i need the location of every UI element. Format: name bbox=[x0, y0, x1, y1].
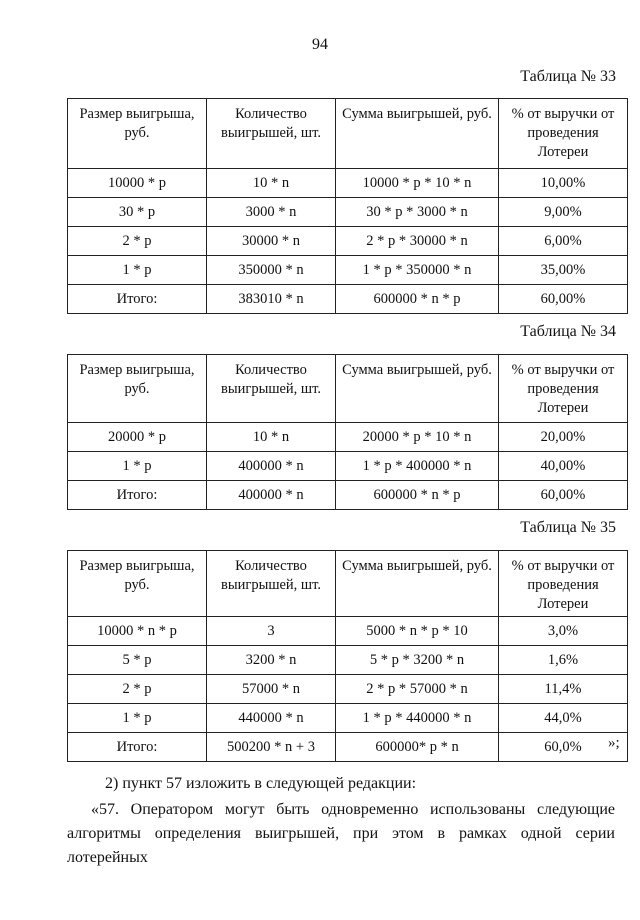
cell: 440000 * n bbox=[207, 704, 336, 733]
cell: 44,0% bbox=[499, 704, 628, 733]
paragraph-item: 2) пункт 57 изложить в следующей редакции: bbox=[105, 775, 417, 792]
header-revenue-percent: % от выручки от проведения Лотереи bbox=[499, 551, 628, 617]
cell: 350000 * n bbox=[207, 256, 336, 285]
cell: 30 * p * 3000 * n bbox=[336, 198, 499, 227]
cell: 30 * p bbox=[68, 198, 207, 227]
header-prize-size: Размер выигрыша, руб. bbox=[68, 551, 207, 617]
cell: 30000 * n bbox=[207, 227, 336, 256]
cell: 1 * p * 400000 * n bbox=[336, 452, 499, 481]
cell: 3,0% bbox=[499, 617, 628, 646]
table-row bbox=[68, 198, 628, 227]
cell: 3200 * n bbox=[207, 646, 336, 675]
table-row bbox=[68, 675, 628, 704]
cell: 11,4% bbox=[499, 675, 628, 704]
cell: 5000 * n * p * 10 bbox=[336, 617, 499, 646]
cell: 35,00% bbox=[499, 256, 628, 285]
cell: 1 * p * 440000 * n bbox=[336, 704, 499, 733]
header-prize-size: Размер выигрыша, руб. bbox=[68, 99, 207, 169]
cell: 10 * n bbox=[207, 423, 336, 452]
cell: 10,00% bbox=[499, 169, 628, 198]
cell: 3000 * n bbox=[207, 198, 336, 227]
cell: 600000* p * n bbox=[336, 733, 499, 762]
header-revenue-percent: % от выручки от проведения Лотереи bbox=[499, 99, 628, 169]
cell: 10000 * n * p bbox=[68, 617, 207, 646]
cell: 2 * p bbox=[68, 675, 207, 704]
table-caption: Таблица № 34 bbox=[520, 323, 616, 340]
cell: 400000 * n bbox=[207, 481, 336, 510]
table-row bbox=[68, 256, 628, 285]
cell: 1,6% bbox=[499, 646, 628, 675]
paragraph-text: «57. Оператором могут быть одновременно использованы следующие алгоритмы определения выигрышей, при этом в рамках одной серии лотерейных bbox=[67, 801, 615, 866]
cell: 1 * p bbox=[68, 704, 207, 733]
cell: 1 * p bbox=[68, 452, 207, 481]
cell: Итого: bbox=[68, 285, 207, 314]
cell: 60,00% bbox=[499, 285, 628, 314]
cell: 6,00% bbox=[499, 227, 628, 256]
table-row bbox=[68, 646, 628, 675]
cell: 10000 * p bbox=[68, 169, 207, 198]
header-prize-sum: Сумма выигрышей, руб. bbox=[336, 99, 499, 169]
table-caption: Таблица № 33 bbox=[520, 68, 616, 85]
table-row bbox=[68, 452, 628, 481]
cell: 10000 * p * 10 * n bbox=[336, 169, 499, 198]
cell: 400000 * n bbox=[207, 452, 336, 481]
header-prize-sum: Сумма выигрышей, руб. bbox=[336, 551, 499, 617]
cell: 600000 * n * p bbox=[336, 481, 499, 510]
cell: 5 * p * 3200 * n bbox=[336, 646, 499, 675]
table-35 bbox=[67, 550, 628, 762]
cell: 3 bbox=[207, 617, 336, 646]
table-34 bbox=[67, 354, 628, 510]
header-revenue-percent: % от выручки от проведения Лотереи bbox=[499, 355, 628, 423]
table-caption: Таблица № 35 bbox=[520, 519, 616, 536]
cell: 600000 * n * p bbox=[336, 285, 499, 314]
cell: 1 * p bbox=[68, 256, 207, 285]
table-row bbox=[68, 169, 628, 198]
cell: 20000 * p * 10 * n bbox=[336, 423, 499, 452]
cell: 1 * p * 350000 * n bbox=[336, 256, 499, 285]
table-row bbox=[68, 227, 628, 256]
cell: Итого: bbox=[68, 481, 207, 510]
cell: 383010 * n bbox=[207, 285, 336, 314]
header-prize-sum: Сумма выигрышей, руб. bbox=[336, 355, 499, 423]
cell: 2 * p * 30000 * n bbox=[336, 227, 499, 256]
cell: 500200 * n + 3 bbox=[207, 733, 336, 762]
table-row bbox=[68, 704, 628, 733]
cell: 2 * p bbox=[68, 227, 207, 256]
cell: 10 * n bbox=[207, 169, 336, 198]
cell: 60,0% bbox=[499, 733, 628, 762]
closing-quote: »; bbox=[608, 735, 620, 751]
cell: 60,00% bbox=[499, 481, 628, 510]
table-row bbox=[68, 423, 628, 452]
table-total-row bbox=[68, 733, 628, 762]
header-prize-count: Количество выигрышей, шт. bbox=[207, 355, 336, 423]
header-prize-count: Количество выигрышей, шт. bbox=[207, 551, 336, 617]
cell: 20000 * p bbox=[68, 423, 207, 452]
cell: 2 * p * 57000 * n bbox=[336, 675, 499, 704]
cell: Итого: bbox=[68, 733, 207, 762]
cell: 20,00% bbox=[499, 423, 628, 452]
cell: 9,00% bbox=[499, 198, 628, 227]
cell: 40,00% bbox=[499, 452, 628, 481]
table-33 bbox=[67, 98, 628, 314]
header-prize-size: Размер выигрыша, руб. bbox=[68, 355, 207, 423]
cell: 57000 * n bbox=[207, 675, 336, 704]
page-number: 94 bbox=[312, 36, 328, 53]
table-total-row bbox=[68, 285, 628, 314]
table-total-row bbox=[68, 481, 628, 510]
cell: 5 * p bbox=[68, 646, 207, 675]
header-prize-count: Количество выигрышей, шт. bbox=[207, 99, 336, 169]
table-row bbox=[68, 617, 628, 646]
